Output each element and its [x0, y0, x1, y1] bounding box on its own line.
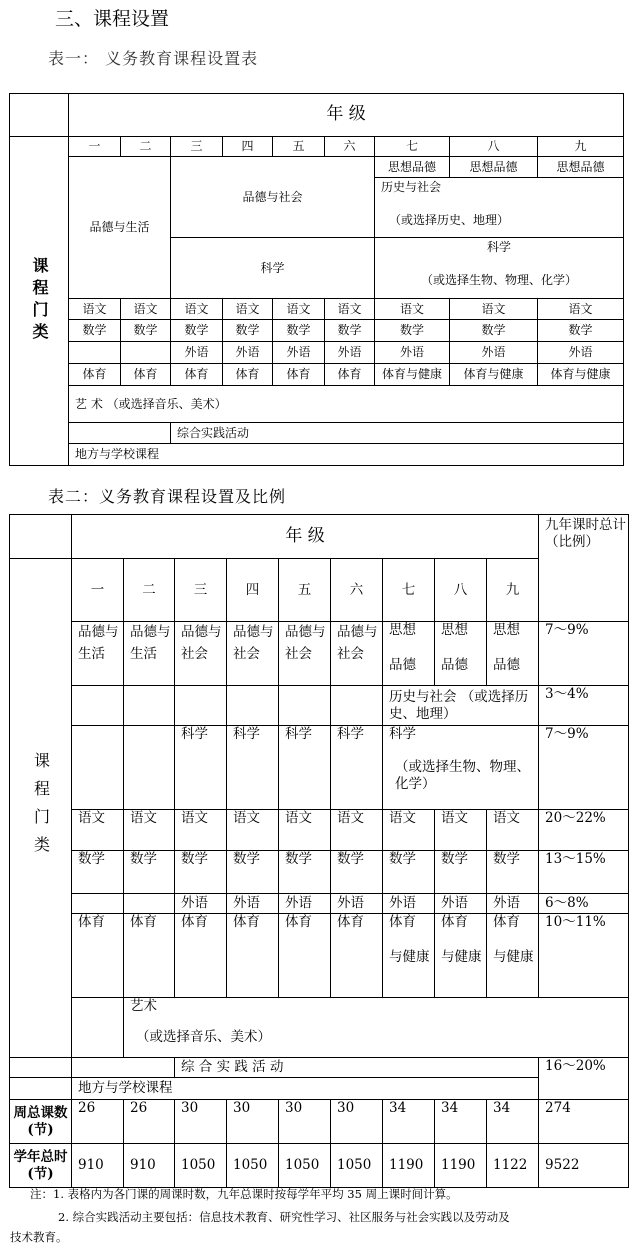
t1-yuwen-3: 语文 — [171, 299, 223, 320]
table2-caption: 表二：义务教育课程设置及比例 — [48, 487, 287, 506]
t1-grade-9: 九 — [538, 137, 624, 157]
t2-yearly-1: 910 — [72, 1144, 124, 1188]
t1-tiyu-3: 体育 — [171, 364, 223, 386]
t1-tiyu-1: 体育 — [69, 364, 121, 386]
t2-ratio-shuxue: 13～15% — [539, 851, 629, 894]
t2-grade-7: 七 — [383, 559, 435, 622]
t2-shuxue-3: 数学 — [175, 851, 227, 894]
t2-kexue-4: 科学 — [227, 726, 279, 810]
t2-waiyu-7: 外语 — [383, 894, 435, 914]
t1-shuxue-8: 数学 — [450, 320, 538, 342]
t2-weekly-7: 34 — [383, 1100, 435, 1144]
t2-yuwen-6: 语文 — [331, 810, 383, 851]
t2-weekly-3: 30 — [175, 1100, 227, 1144]
t1-tiyu-5: 体育 — [273, 364, 325, 386]
t2-tiyu-3: 体育 — [175, 914, 227, 998]
t2-zonghe-blank — [72, 1058, 175, 1078]
t2-weekly-5: 30 — [279, 1100, 331, 1144]
t2-zonghe-blank0 — [10, 1058, 72, 1078]
t1-shuxue-5: 数学 — [273, 320, 325, 342]
t2-sixiang-8 — [435, 622, 487, 686]
t1-grade-5: 五 — [273, 137, 325, 157]
t1-tiyu-7: 体育与健康 — [375, 364, 450, 386]
t2-waiyu-5: 外语 — [279, 894, 331, 914]
t2-sixiang-7 — [383, 622, 435, 686]
t2-weekly-2: 26 — [124, 1100, 175, 1144]
t2-yearly-8: 1190 — [435, 1144, 487, 1188]
t1-yuwen-8: 语文 — [450, 299, 538, 320]
t1-waiyu-5: 外语 — [273, 342, 325, 364]
t1-grade-8: 八 — [450, 137, 538, 157]
t2-shuxue-8: 数学 — [435, 851, 487, 894]
table1 — [9, 93, 624, 466]
t1-lishi-label: 历史与社会 — [381, 180, 442, 194]
t1-waiyu-7: 外语 — [375, 342, 450, 364]
t1-zonghe: 综合实践活动 — [171, 423, 624, 444]
t1-shuxue-2: 数学 — [121, 320, 171, 342]
t1-yuwen-2: 语文 — [121, 299, 171, 320]
t1-pinde-shenghuo: 品德与生活 — [69, 157, 171, 299]
t1-yuwen-1: 语文 — [69, 299, 121, 320]
t2-sixiang-7b: 品德 — [389, 656, 416, 673]
t1-waiyu-8: 外语 — [450, 342, 538, 364]
t2-lishi-4 — [227, 686, 279, 726]
t2-grade-5: 五 — [279, 559, 331, 622]
t2-weekly-total: 274 — [539, 1100, 629, 1144]
t1-pinde-shehui: 品德与社会 — [171, 157, 375, 238]
t2-shuxue-9: 数学 — [487, 851, 539, 894]
t1-tiyu-6: 体育 — [325, 364, 375, 386]
t2-weekly-1: 26 — [72, 1100, 124, 1144]
t1-grade-7: 七 — [375, 137, 450, 157]
t1-sixiang-9: 思想品德 — [538, 157, 624, 178]
t2-yuwen-2: 语文 — [124, 810, 175, 851]
t2-ratio-waiyu: 6～8% — [539, 894, 629, 914]
t1-tiyu-2: 体育 — [121, 364, 171, 386]
t1-yishu: 艺 术 （或选择音乐、美术） — [69, 386, 624, 423]
t1-kexue-note: （或选择生物、物理、化学） — [421, 273, 578, 287]
t2-weekly-9: 34 — [487, 1100, 539, 1144]
t1-waiyu-9: 外语 — [538, 342, 624, 364]
t2-ratio-pinde: 7～9% — [539, 622, 629, 686]
t2-yearly-6: 1050 — [331, 1144, 383, 1188]
t1-corner — [10, 94, 69, 137]
t2-shuxue-6: 数学 — [331, 851, 383, 894]
t1-kexue-79 — [375, 238, 624, 299]
t2-kexue-note: （或选择生物、物理、化学） — [395, 758, 530, 792]
t2-tiyu-5: 体育 — [279, 914, 331, 998]
t2-weekly-8: 34 — [435, 1100, 487, 1144]
t2-waiyu-8: 外语 — [435, 894, 487, 914]
t2-yishu-note: （或选择音乐、美术） — [136, 1028, 271, 1045]
t2-yuwen-8: 语文 — [435, 810, 487, 851]
t2-waiyu-6: 外语 — [331, 894, 383, 914]
t2-ratio-yuwen: 20～22% — [539, 810, 629, 851]
t2-sixiang-9 — [487, 622, 539, 686]
t2-weekly-label: 周总课数(节) — [10, 1100, 72, 1144]
t2-ratio-kexue: 7～9% — [539, 726, 629, 810]
t2-tiyu-9b: 与健康 — [493, 948, 534, 965]
t1-shuxue-9: 数学 — [538, 320, 624, 342]
t2-yuwen-1: 语文 — [72, 810, 124, 851]
t1-shuxue-7: 数学 — [375, 320, 450, 342]
t2-shuxue-4: 数学 — [227, 851, 279, 894]
t2-tiyu-6: 体育 — [331, 914, 383, 998]
t2-sixiang-8a: 思想 — [441, 622, 468, 638]
t2-yearly-total: 9522 — [539, 1144, 629, 1188]
t2-weekly-6: 30 — [331, 1100, 383, 1144]
t2-yearly-3: 1050 — [175, 1144, 227, 1188]
t2-tiyu-4: 体育 — [227, 914, 279, 998]
t2-shuxue-5: 数学 — [279, 851, 331, 894]
t2-pinde-3: 品德与社会 — [175, 622, 227, 686]
t1-waiyu-2 — [121, 342, 171, 364]
t2-ratio-zonghe: 16～20% — [539, 1058, 629, 1100]
t2-yearly-5: 1050 — [279, 1144, 331, 1188]
t1-shuxue-1: 数学 — [69, 320, 121, 342]
t1-tiyu-8: 体育与健康 — [450, 364, 538, 386]
t2-tiyu-7 — [383, 914, 435, 998]
t2-waiyu-2 — [124, 894, 175, 914]
note-3: 技术教育。 — [10, 1230, 68, 1244]
t2-yearly-2: 910 — [124, 1144, 175, 1188]
t2-total-header: 九年课时总计（比例） — [539, 515, 629, 622]
t2-yuwen-3: 语文 — [175, 810, 227, 851]
t2-waiyu-4: 外语 — [227, 894, 279, 914]
t2-kexue-5: 科学 — [279, 726, 331, 810]
t1-waiyu-6: 外语 — [325, 342, 375, 364]
t2-pinde-6: 品德与社会 — [331, 622, 383, 686]
t2-lishi-5 — [279, 686, 331, 726]
t2-kexue-79 — [383, 726, 539, 810]
t1-lishi-note: （或选择历史、地理） — [389, 213, 510, 227]
t2-tiyu-9 — [487, 914, 539, 998]
t2-grade-6: 六 — [331, 559, 383, 622]
t2-pinde-4: 品德与社会 — [227, 622, 279, 686]
t2-lishi-1 — [72, 686, 124, 726]
t2-yearly-label: 学年总时(节) — [10, 1144, 72, 1188]
t1-waiyu-3: 外语 — [171, 342, 223, 364]
t1-tiyu-9: 体育与健康 — [538, 364, 624, 386]
t1-lishi — [375, 178, 624, 238]
t2-grade-9: 九 — [487, 559, 539, 622]
t2-yearly-7: 1190 — [383, 1144, 435, 1188]
t2-sixiang-9b: 品德 — [493, 656, 520, 673]
t1-yuwen-7: 语文 — [375, 299, 450, 320]
t1-category-label: 课程门类 — [10, 137, 69, 466]
t2-yearly-9: 1122 — [487, 1144, 539, 1188]
t2-grade-3: 三 — [175, 559, 227, 622]
t2-kexue-2 — [124, 726, 175, 810]
t1-grade-header: 年 级 — [69, 94, 624, 137]
t1-kexue-36: 科学 — [171, 238, 375, 299]
t2-tiyu-9a: 体育 — [493, 914, 520, 930]
t2-lishi: 历史与社会 （或选择历史、地理） — [383, 686, 539, 726]
t2-yishu — [124, 998, 629, 1058]
t2-lishi-3 — [175, 686, 227, 726]
table1-caption: 表一： 义务教育课程设置表 — [48, 49, 259, 68]
t1-kexue-label: 科学 — [487, 240, 512, 254]
t2-pinde-1: 品德与生活 — [72, 622, 124, 686]
t2-tiyu-1: 体育 — [72, 914, 124, 998]
t2-zonghe: 综 合 实 践 活 动 — [175, 1058, 539, 1078]
note-2: 2. 综合实践活动主要包括：信息技术教育、研究性学习、社区服务与社会实践以及劳动及 — [58, 1210, 510, 1224]
t2-sixiang-8b: 品德 — [441, 656, 468, 673]
t2-pinde-2: 品德与生活 — [124, 622, 175, 686]
t1-tiyu-4: 体育 — [223, 364, 273, 386]
table2 — [9, 514, 629, 1188]
t2-grade-1: 一 — [72, 559, 124, 622]
t2-grade-8: 八 — [435, 559, 487, 622]
t1-waiyu-1 — [69, 342, 121, 364]
t2-weekly-4: 30 — [227, 1100, 279, 1144]
t1-waiyu-4: 外语 — [223, 342, 273, 364]
t2-tiyu-7a: 体育 — [389, 914, 416, 930]
t2-waiyu-1 — [72, 894, 124, 914]
t2-grade-header: 年 级 — [72, 515, 539, 559]
t2-yishu-label: 艺术 — [130, 998, 157, 1014]
t1-yuwen-6: 语文 — [325, 299, 375, 320]
t1-yuwen-4: 语文 — [223, 299, 273, 320]
t2-sixiang-7a: 思想 — [389, 622, 416, 638]
t1-yuwen-9: 语文 — [538, 299, 624, 320]
t2-grade-2: 二 — [124, 559, 175, 622]
t2-lishi-6 — [331, 686, 383, 726]
t1-sixiang-8: 思想品德 — [450, 157, 538, 178]
t2-shuxue-1: 数学 — [72, 851, 124, 894]
t2-category-label: 课程门类 — [10, 559, 72, 1058]
t2-kexue-3: 科学 — [175, 726, 227, 810]
t1-grade-1: 一 — [69, 137, 121, 157]
t2-shuxue-2: 数学 — [124, 851, 175, 894]
t2-waiyu-3: 外语 — [175, 894, 227, 914]
t2-waiyu-9: 外语 — [487, 894, 539, 914]
t2-shuxue-7: 数学 — [383, 851, 435, 894]
t2-corner — [10, 515, 72, 559]
t2-tiyu-8b: 与健康 — [441, 948, 482, 965]
t2-yishu-blank — [72, 998, 124, 1058]
t2-tiyu-2: 体育 — [124, 914, 175, 998]
t2-lishi-2 — [124, 686, 175, 726]
t2-tiyu-8 — [435, 914, 487, 998]
t2-pinde-5: 品德与社会 — [279, 622, 331, 686]
t2-grade-4: 四 — [227, 559, 279, 622]
t2-yuwen-7: 语文 — [383, 810, 435, 851]
t1-yuwen-5: 语文 — [273, 299, 325, 320]
t2-tiyu-8a: 体育 — [441, 914, 468, 930]
t2-difang: 地方与学校课程 — [72, 1078, 539, 1100]
t2-ratio-lishi: 3～4% — [539, 686, 629, 726]
t1-shuxue-6: 数学 — [325, 320, 375, 342]
t1-grade-4: 四 — [223, 137, 273, 157]
note-1: 注：1. 表格内为各门课的周课时数，九年总课时按每学年平均 35 周上课时间计算。 — [30, 1187, 458, 1201]
t2-ratio-tiyu: 10～11% — [539, 914, 629, 998]
t2-tiyu-7b: 与健康 — [389, 948, 430, 965]
t2-yearly-4: 1050 — [227, 1144, 279, 1188]
t1-grade-2: 二 — [121, 137, 171, 157]
t2-kexue-1 — [72, 726, 124, 810]
t2-difang-blank — [10, 1078, 72, 1100]
section-heading: 三、课程设置 — [55, 8, 170, 30]
t2-yuwen-4: 语文 — [227, 810, 279, 851]
t1-zonghe-blank — [69, 423, 171, 444]
t2-yuwen-9: 语文 — [487, 810, 539, 851]
t2-kexue-79-label: 科学 — [389, 726, 416, 742]
t1-shuxue-4: 数学 — [223, 320, 273, 342]
t1-grade-6: 六 — [325, 137, 375, 157]
t1-sixiang-7: 思想品德 — [375, 157, 450, 178]
t1-grade-3: 三 — [171, 137, 223, 157]
t2-kexue-6: 科学 — [331, 726, 383, 810]
t1-difang: 地方与学校课程 — [69, 444, 624, 466]
t2-yuwen-5: 语文 — [279, 810, 331, 851]
t1-shuxue-3: 数学 — [171, 320, 223, 342]
t2-sixiang-9a: 思想 — [493, 622, 520, 638]
